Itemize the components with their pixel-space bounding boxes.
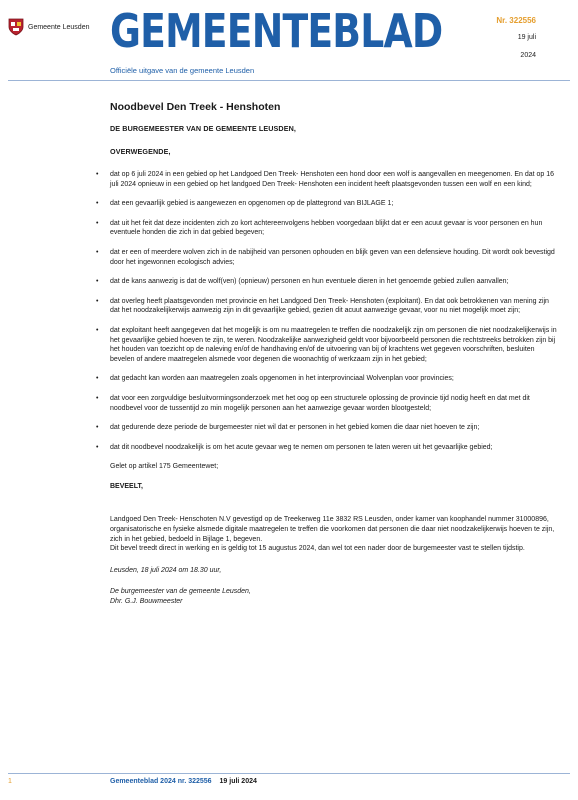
crest-icon (8, 18, 24, 36)
list-item: • dat exploitant heeft aangegeven dat het mogelijk is om nu maatregelen te treffen die noodzakelijk zijn om personen die niet noodzakelijkerwijs in het gevaarlijke gebied hoeven te zijn, te weren. Noodzakelijke aanwezigheid geldt voor bijvoorbeeld personen die rechtstreeks betrokken zijn bij het houden van toezicht op de naleving en/of de handhaving en/of de uitvoering van bij of krachtens wet gegeven voorschriften, besluiten bevelen of andere maatregelen alsmede voor degenen die woonachtig of werkzaam zijn in het gebied; (96, 326, 557, 363)
list-item: • dat gedurende deze periode de burgemeester niet wil dat er personen in het gebied komen die daar niet hoeven te zijn; (96, 424, 480, 432)
document-title: Noodbevel Den Treek - Henshoten (110, 101, 281, 113)
document-body (96, 101, 558, 617)
bullet-icon: • (96, 424, 99, 432)
list-item: • dat uit het feit dat deze incidenten zich zo kort achtereenvolgens hebben voorgedaan blijkt dat er een acuut gevaar is voor personen en hun eventuele honden die zich in dat gebied begeven; (96, 219, 543, 237)
bullet-icon: • (96, 248, 99, 256)
masthead-title: GEMEENTEBLAD (110, 4, 443, 58)
municipality-logo (8, 18, 90, 36)
issue-number: Nr. 322556 (496, 16, 536, 25)
bullet-icon: • (96, 326, 99, 334)
considerations-list (96, 170, 558, 452)
list-item: • dat er een of meerdere wolven zich in de nabijheid van personen ophouden en blijk geven van een defensieve houding. Dit wordt ook bevestigd door het ingewonnen ecologisch advies; (96, 248, 555, 266)
place-date: Leusden, 18 juli 2024 om 18.30 uur, (110, 566, 222, 574)
footer-divider (8, 773, 570, 774)
bullet-icon: • (96, 443, 99, 451)
page-number: 1 (8, 778, 12, 785)
header-divider (8, 80, 570, 81)
footer-date: 19 juli 2024 (219, 778, 257, 785)
bullet-icon: • (96, 171, 99, 178)
issue-date-day: 19 juli (517, 34, 536, 41)
bullet-icon: • (96, 394, 99, 402)
list-item: • dat een gevaarlijk gebied is aangewezen en opgenomen op de plattegrond van BIJLAGE 1; (96, 200, 394, 208)
bullet-icon: • (96, 278, 99, 286)
footer-reference: Gemeenteblad 2024 nr. 322556 (110, 778, 212, 785)
bullet-icon: • (96, 219, 99, 227)
bullet-icon: • (96, 297, 99, 305)
logo-text: Gemeente Leusden (28, 23, 90, 31)
footer (110, 778, 257, 785)
list-item: • dat voor een zorgvuldige besluitvormingsonderzoek met het oog op een structurele oplossing de provincie tijd nodig heeft en dat met dit noodbevel voor de tussentijd zo min mogelijk personen aan het aanwezige gevaar worden blootgesteld; (96, 394, 530, 412)
list-item: • dat overleg heeft plaatsgevonden met provincie en het Landgoed Den Treek- Henshoten (exploitant). En dat ook betrokkenen van mening zijn dat het noodzakelijkerwijs aanwezig zijn in dit gevaarlijke gebied, gezien dit acuut aanwezige gevaar, voor nu niet mogelijk moet zijn; (96, 297, 549, 315)
order-paragraph: Landgoed Den Treek- Henschoten N.V gevestigd op de Treekerweg 11e 3832 RS Leusden, onder kamer van koophandel nummer 31000896, organisatorische en fysieke alsmede digitale maatregelen te treffen die voorkomen dat personen die daar niet noodzakelijkerwijs hoeven te zijn, zich in het gebied, bedoeld in Bijlage 1, begeven. (110, 516, 555, 543)
legal-basis: Gelet op artikel 175 Gemeentewet; (110, 463, 219, 471)
list-item: • dat gedacht kan worden aan maatregelen zoals opgenomen in het interprovinciaal Wolvenplan voor provincies; (96, 375, 454, 383)
order-heading: BEVEELT, (110, 482, 143, 490)
bullet-icon: • (96, 375, 99, 383)
authority-heading: DE BURGEMEESTER VAN DE GEMEENTE LEUSDEN, (110, 124, 296, 133)
list-item: • dat de kans aanwezig is dat de wolf(ven) (opnieuw) personen en hun eventuele dieren in het genoemde gebied zullen aanvallen; (96, 278, 509, 286)
list-item: • dat op 6 juli 2024 in een gebied op het Landgoed Den Treek- Henshoten een hond door een wolf is aangevallen en meegenomen. En dat op 16 juli 2024 opnieuw in een gebied op het landgoed Den Treek- Henshoten een incident heeft plaatsgevonden tussen een wolf en een kind; (96, 171, 555, 188)
masthead-subtitle: Officiële uitgave van de gemeente Leusden (110, 66, 255, 75)
signer-role: De burgemeester van de gemeente Leusden, (110, 588, 251, 596)
bullet-icon: • (96, 200, 99, 208)
list-item: • dat dit noodbevel noodzakelijk is om het acute gevaar weg te nemen om personen te laten weren uit het gevaarlijke gebied; (96, 443, 493, 451)
signer-name: Dhr. G.J. Bouwmeester (110, 598, 183, 606)
issue-date-year: 2024 (520, 52, 536, 59)
validity-paragraph: Dit bevel treedt direct in werking en is geldig tot 15 augustus 2024, dan wel tot een nader door de burgemeester vast te stellen tijdstip. (110, 545, 525, 553)
considerations-heading: OVERWEGENDE, (110, 147, 171, 156)
